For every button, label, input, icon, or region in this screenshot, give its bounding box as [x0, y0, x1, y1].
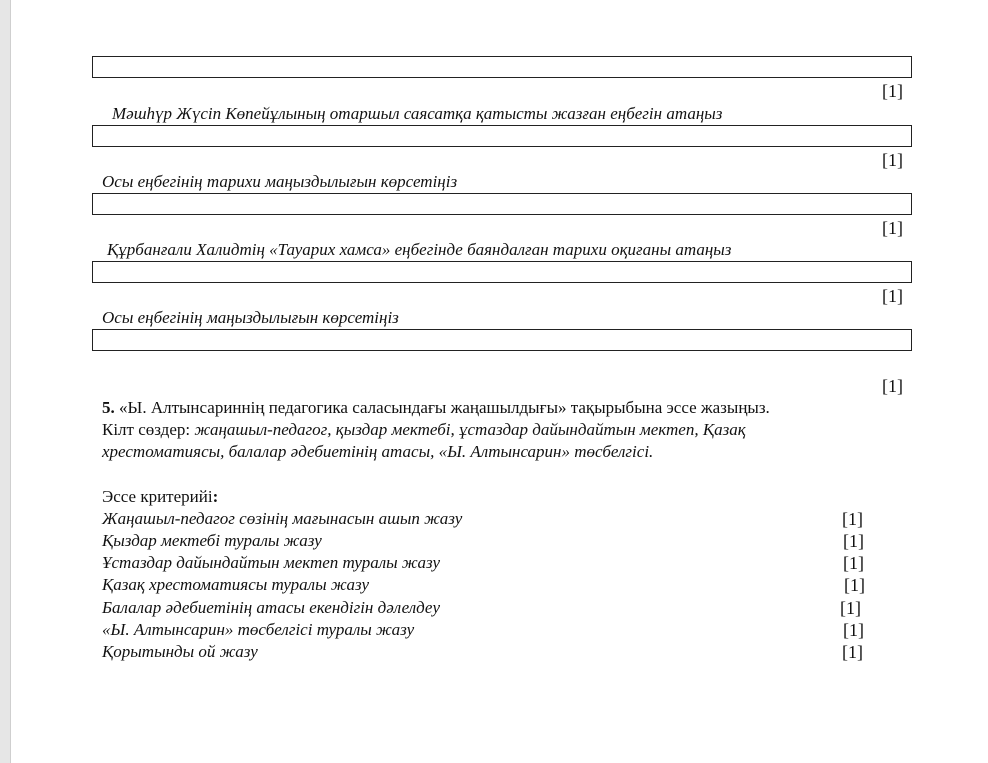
task5-heading — [102, 397, 770, 419]
criterion-7: Қорытынды ой жазу — [102, 642, 258, 661]
question-2: Осы еңбегінің тарихи маңыздылығын көрсетіңіз — [102, 172, 458, 191]
criterion-mark-2: [1] — [843, 531, 864, 551]
keywords-label: Кілт сөздер: — [102, 420, 195, 439]
mark-4: [1] — [882, 286, 903, 306]
criterion-3: Ұстаздар дайындайтын мектеп туралы жазу — [102, 553, 441, 572]
criterion-mark-3: [1] — [843, 553, 864, 573]
criterion-6: «Ы. Алтынсарин» төсбелгісі туралы жазу — [102, 620, 415, 639]
criteria-heading — [102, 486, 218, 508]
mark-1: [1] — [882, 81, 903, 101]
mark-3: [1] — [882, 218, 903, 238]
answer-box-4[interactable] — [92, 261, 912, 283]
criteria-title: Эссе критерийі — [102, 487, 213, 506]
mark-2: [1] — [882, 150, 903, 170]
question-1: Мәшһүр Жүсіп Көпейұлының отаршыл саясатқа қатысты жазған еңбегін атаңыз — [112, 104, 723, 123]
question-3: Құрбанғали Халидтің «Тауарих хамса» еңбегінде баяндалған тарихи оқиғаны атаңыз — [107, 240, 732, 259]
criterion-mark-6: [1] — [843, 620, 864, 640]
page-margin-bar — [0, 0, 11, 763]
criterion-2: Қыздар мектебі туралы жазу — [102, 531, 322, 550]
criterion-mark-5: [1] — [840, 598, 861, 618]
mark-5: [1] — [882, 376, 903, 396]
answer-box-1[interactable] — [92, 56, 912, 78]
task5-number: 5. — [102, 398, 115, 417]
keywords-line1: жаңашыл-педагог, қыздар мектебі, ұстаздар дайындайтын мектеп, Қазақ — [194, 420, 746, 439]
answer-box-2[interactable] — [92, 125, 912, 147]
criterion-5: Балалар әдебиетінің атасы екендігін дәлелдеу — [102, 598, 441, 617]
criterion-mark-4: [1] — [844, 575, 865, 595]
task5-keywords — [102, 419, 746, 441]
answer-box-5[interactable] — [92, 329, 912, 351]
criterion-1: Жаңашыл-педагог сөзінің мағынасын ашып жазу — [102, 509, 463, 528]
criterion-mark-7: [1] — [842, 642, 863, 662]
criterion-mark-1: [1] — [842, 509, 863, 529]
criterion-4: Қазақ хрестоматиясы туралы жазу — [102, 575, 370, 594]
task5-title: «Ы. Алтынсариннің педагогика саласындағы жаңашылдығы» тақырыбына эссе жазыңыз. — [114, 398, 770, 417]
keywords-line2: хрестоматиясы, балалар әдебиетінің атасы, «Ы. Алтынсарин» төсбелгісі. — [102, 442, 654, 461]
criteria-colon: : — [212, 487, 219, 506]
question-4: Осы еңбегінің маңыздылығын көрсетіңіз — [102, 308, 399, 327]
answer-box-3[interactable] — [92, 193, 912, 215]
